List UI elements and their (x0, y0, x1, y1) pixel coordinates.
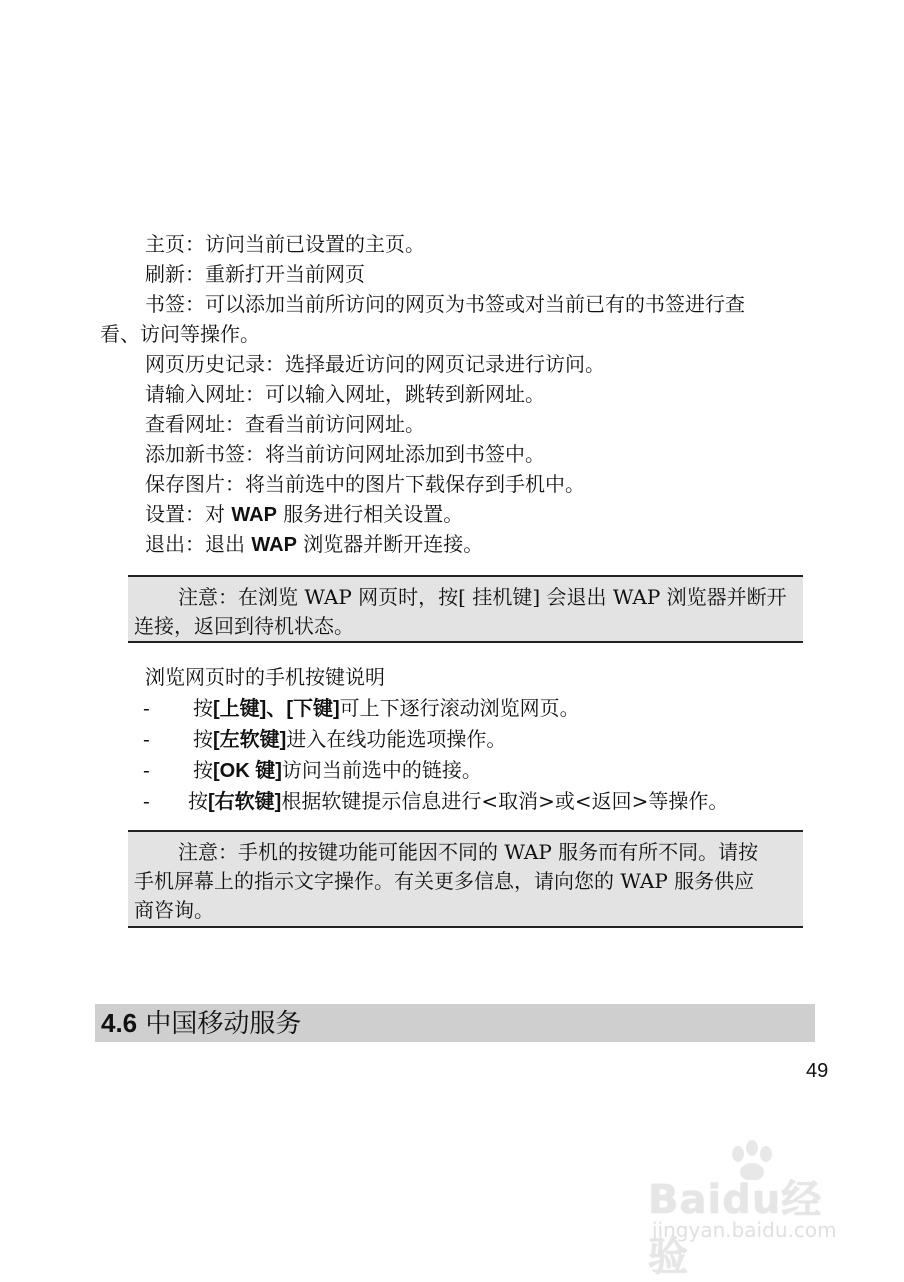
menu-item-history: 网页历史记录：选择最近访问的网页记录进行访问。 (145, 352, 605, 376)
key-item-key: [右软键] (208, 791, 282, 813)
section-number: 4.6 (101, 1008, 138, 1038)
note1-line2: 连接，返回到待机状态。 (134, 614, 354, 638)
menu-item-bookmarks: 书签：可以添加当前所访问的网页为书签或对当前已有的书签进行查 (145, 292, 745, 316)
section-heading (95, 1004, 815, 1042)
section-title: 中国移动服务 (145, 1009, 302, 1039)
key-item-left-soft (193, 725, 506, 754)
page-number: 49 (806, 1060, 829, 1082)
key-item-key: [上键]、[下键] (213, 698, 340, 720)
key-item-key: [OK 键] (213, 760, 282, 782)
menu-item-enter-url: 请输入网址：可以输入网址，跳转到新网址。 (145, 382, 545, 406)
settings-pre: 设置：对 (145, 502, 232, 526)
note-box-keys (128, 830, 803, 928)
menu-item-add-bookmark: 添加新书签：将当前访问网址添加到书签中。 (145, 442, 545, 466)
key-item-desc: 可上下逐行滚动浏览网页。 (339, 696, 580, 720)
key-item-pre: 按 (188, 789, 208, 813)
watermark-url: jingyan.baidu.com (652, 1218, 837, 1242)
menu-item-settings (145, 500, 463, 529)
key-item-pre: 按 (193, 758, 213, 782)
exit-wap: WAP (251, 534, 297, 556)
menu-item-exit (145, 530, 483, 559)
key-item-key: [左软键] (213, 729, 287, 751)
menu-item-refresh: 刷新：重新打开当前网页 (145, 262, 365, 286)
key-item-pre: 按 (193, 696, 213, 720)
note1-line1: 注意：在浏览 WAP 网页时，按[ 挂机键] 会退出 WAP 浏览器并断开 (178, 585, 787, 609)
key-item-dash: - (143, 727, 150, 751)
exit-pre: 退出：退出 (145, 532, 252, 556)
exit-post: 浏览器并断开连接。 (296, 532, 484, 556)
settings-post: 服务进行相关设置。 (276, 502, 464, 526)
note2-line3: 商咨询。 (134, 898, 214, 922)
key-item-desc: 访问当前选中的链接。 (281, 758, 482, 782)
baidu-watermark (640, 1140, 860, 1280)
note2-line2: 手机屏幕上的指示文字操作。有关更多信息，请向您的 WAP 服务供应 (134, 869, 755, 893)
note-box-exit (128, 575, 803, 643)
menu-item-home: 主页：访问当前已设置的主页。 (145, 232, 425, 256)
watermark-logo: Baidu经验 (648, 1177, 823, 1280)
key-item-ok (193, 756, 482, 785)
key-item-pre: 按 (193, 727, 213, 751)
note2-line1: 注意：手机的按键功能可能因不同的 WAP 服务而有所不同。请按 (178, 840, 759, 864)
keys-heading: 浏览网页时的手机按键说明 (145, 665, 385, 689)
menu-item-save-image: 保存图片：将当前选中的图片下载保存到手机中。 (145, 472, 585, 496)
key-item-dash: - (143, 758, 150, 782)
menu-item-view-url: 查看网址：查看当前访问网址。 (145, 412, 425, 436)
settings-wap: WAP (231, 504, 277, 526)
key-item-dash: - (143, 789, 150, 813)
key-item-dash: - (143, 696, 150, 720)
key-item-up-down (193, 694, 580, 723)
key-item-desc: 根据软键提示信息进行<取消>或<返回>等操作。 (281, 789, 729, 813)
menu-item-bookmarks-cont: 看、访问等操作。 (100, 322, 260, 346)
key-item-right-soft (188, 787, 728, 816)
key-item-desc: 进入在线功能选项操作。 (286, 727, 507, 751)
